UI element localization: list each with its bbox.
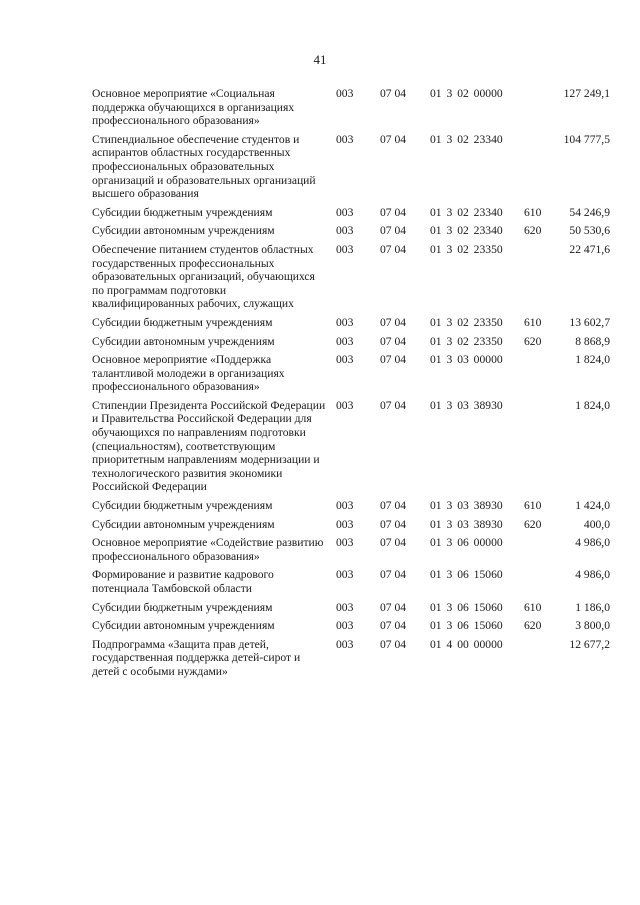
expense-type-code: 620 bbox=[524, 224, 542, 238]
table-row bbox=[92, 619, 612, 633]
section-code: 07 04 bbox=[380, 517, 407, 531]
table-row bbox=[92, 335, 612, 349]
amount: 13 602,7 bbox=[569, 315, 610, 329]
section-code: 07 04 bbox=[380, 315, 407, 329]
section-code: 07 04 bbox=[380, 499, 407, 513]
table-row bbox=[92, 353, 612, 394]
budget-table bbox=[92, 87, 612, 684]
amount: 3 800,0 bbox=[575, 619, 610, 633]
expense-name: Стипендии Президента Российской Федерации и Правительства Российской Федерации для обучающихся по направлениям подготовки (специальностям), соответствующим приоритетным направлениям модернизации и технологического развития экономики Российской Федерации bbox=[92, 398, 326, 494]
target-article-code: 01 3 02 23350 bbox=[430, 242, 503, 256]
ministry-code: 003 bbox=[336, 619, 354, 633]
expense-type-code bbox=[524, 353, 546, 394]
section-code: 07 04 bbox=[380, 536, 407, 550]
expense-type-code: 610 bbox=[524, 205, 542, 219]
amount: 4 986,0 bbox=[575, 536, 610, 550]
expense-name: Подпрограмма «Защита прав детей, государственная поддержка детей-сирот и детей с особыми нуждами» bbox=[92, 637, 301, 678]
amount: 22 471,6 bbox=[569, 242, 610, 256]
section-code: 07 04 bbox=[380, 600, 407, 614]
target-article-code: 01 3 03 38930 bbox=[430, 398, 503, 412]
section-code: 07 04 bbox=[380, 398, 407, 412]
target-article-code: 01 3 03 00000 bbox=[430, 353, 503, 367]
expense-type-code bbox=[524, 87, 546, 128]
target-article-code: 01 3 06 00000 bbox=[430, 536, 503, 550]
amount: 400,0 bbox=[583, 517, 610, 531]
amount: 1 186,0 bbox=[575, 600, 610, 614]
expense-type-code bbox=[524, 133, 546, 201]
target-article-code: 01 3 02 23340 bbox=[430, 132, 503, 146]
table-row bbox=[92, 536, 612, 563]
table-row bbox=[92, 133, 612, 201]
expense-name: Субсидии автономным учреждениям bbox=[92, 619, 275, 633]
table-row bbox=[92, 224, 612, 238]
expense-name: Основное мероприятие «Содействие развитию профессионального образования» bbox=[92, 536, 324, 563]
amount: 54 246,9 bbox=[569, 205, 610, 219]
expense-name: Формирование и развитие кадрового потенциала Тамбовской области bbox=[92, 568, 274, 595]
ministry-code: 003 bbox=[336, 536, 354, 550]
expense-type-code: 620 bbox=[524, 334, 542, 348]
expense-type-code: 620 bbox=[524, 619, 542, 633]
ministry-code: 003 bbox=[336, 205, 354, 219]
target-article-code: 01 3 02 00000 bbox=[430, 87, 503, 100]
ministry-code: 003 bbox=[336, 398, 354, 412]
expense-type-code bbox=[524, 536, 546, 563]
expense-type-code bbox=[524, 399, 546, 494]
target-article-code: 01 4 00 00000 bbox=[430, 637, 503, 651]
table-row bbox=[92, 518, 612, 532]
amount: 50 530,6 bbox=[569, 224, 610, 238]
section-code: 07 04 bbox=[380, 132, 407, 146]
expense-name: Субсидии бюджетным учреждениям bbox=[92, 205, 273, 219]
table-row bbox=[92, 499, 612, 513]
expense-name: Стипендиальное обеспечение студентов и аспирантов областных государственных профессиональных образовательных организаций и образовательных организаций высшего образования bbox=[92, 132, 316, 201]
table-row bbox=[92, 243, 612, 311]
ministry-code: 003 bbox=[336, 637, 354, 651]
ministry-code: 003 bbox=[336, 315, 354, 329]
amount: 1 824,0 bbox=[575, 398, 610, 412]
expense-type-code bbox=[524, 568, 546, 595]
section-code: 07 04 bbox=[380, 568, 407, 582]
ministry-code: 003 bbox=[336, 87, 354, 100]
page-number: 41 bbox=[313, 52, 327, 67]
target-article-code: 01 3 02 23340 bbox=[430, 205, 503, 219]
amount: 4 986,0 bbox=[575, 568, 610, 582]
ministry-code: 003 bbox=[336, 353, 354, 367]
section-code: 07 04 bbox=[380, 619, 407, 633]
section-code: 07 04 bbox=[380, 205, 407, 219]
ministry-code: 003 bbox=[336, 224, 354, 238]
table-row bbox=[92, 568, 612, 595]
target-article-code: 01 3 03 38930 bbox=[430, 499, 503, 513]
expense-name: Субсидии автономным учреждениям bbox=[92, 334, 275, 348]
target-article-code: 01 3 02 23340 bbox=[430, 224, 503, 238]
section-code: 07 04 bbox=[380, 334, 407, 348]
amount: 1 424,0 bbox=[575, 499, 610, 513]
target-article-code: 01 3 06 15060 bbox=[430, 600, 503, 614]
expense-name: Обеспечение питанием студентов областных государственных профессиональных образовательных организаций, обучающихся по программам подготовки квалифицированных рабочих, служащих bbox=[92, 242, 315, 311]
table-row bbox=[92, 638, 612, 679]
ministry-code: 003 bbox=[336, 132, 354, 146]
expense-name: Основное мероприятие «Поддержка талантливой молодежи в организациях профессионального образования» bbox=[92, 353, 285, 394]
expense-name: Субсидии бюджетным учреждениям bbox=[92, 315, 273, 329]
section-code: 07 04 bbox=[380, 224, 407, 238]
ministry-code: 003 bbox=[336, 242, 354, 256]
expense-type-code bbox=[524, 243, 546, 311]
ministry-code: 003 bbox=[336, 334, 354, 348]
expense-type-code: 620 bbox=[524, 517, 542, 531]
expense-name: Субсидии автономным учреждениям bbox=[92, 224, 275, 238]
amount: 104 777,5 bbox=[563, 132, 610, 146]
amount: 1 824,0 bbox=[575, 353, 610, 367]
target-article-code: 01 3 02 23350 bbox=[430, 315, 503, 329]
target-article-code: 01 3 06 15060 bbox=[430, 568, 503, 582]
table-row bbox=[92, 601, 612, 615]
expense-name: Основное мероприятие «Социальная поддержка обучающихся в организациях профессионального образования» bbox=[92, 87, 295, 128]
section-code: 07 04 bbox=[380, 637, 407, 651]
target-article-code: 01 3 02 23350 bbox=[430, 334, 503, 348]
section-code: 07 04 bbox=[380, 353, 407, 367]
amount: 12 677,2 bbox=[569, 637, 610, 651]
expense-name: Субсидии бюджетным учреждениям bbox=[92, 600, 273, 614]
ministry-code: 003 bbox=[336, 517, 354, 531]
expense-type-code: 610 bbox=[524, 499, 542, 513]
expense-name: Субсидии бюджетным учреждениям bbox=[92, 499, 273, 513]
amount: 127 249,1 bbox=[563, 87, 610, 100]
ministry-code: 003 bbox=[336, 600, 354, 614]
table-row bbox=[92, 316, 612, 330]
expense-type-code: 610 bbox=[524, 600, 542, 614]
section-code: 07 04 bbox=[380, 87, 407, 100]
table-row bbox=[92, 399, 612, 494]
expense-name: Субсидии автономным учреждениям bbox=[92, 517, 275, 531]
target-article-code: 01 3 03 38930 bbox=[430, 517, 503, 531]
target-article-code: 01 3 06 15060 bbox=[430, 619, 503, 633]
table-row bbox=[92, 206, 612, 220]
table-row bbox=[92, 87, 612, 128]
amount: 8 868,9 bbox=[575, 334, 610, 348]
expense-type-code bbox=[524, 638, 546, 679]
ministry-code: 003 bbox=[336, 568, 354, 582]
ministry-code: 003 bbox=[336, 499, 354, 513]
section-code: 07 04 bbox=[380, 242, 407, 256]
expense-type-code: 610 bbox=[524, 315, 542, 329]
